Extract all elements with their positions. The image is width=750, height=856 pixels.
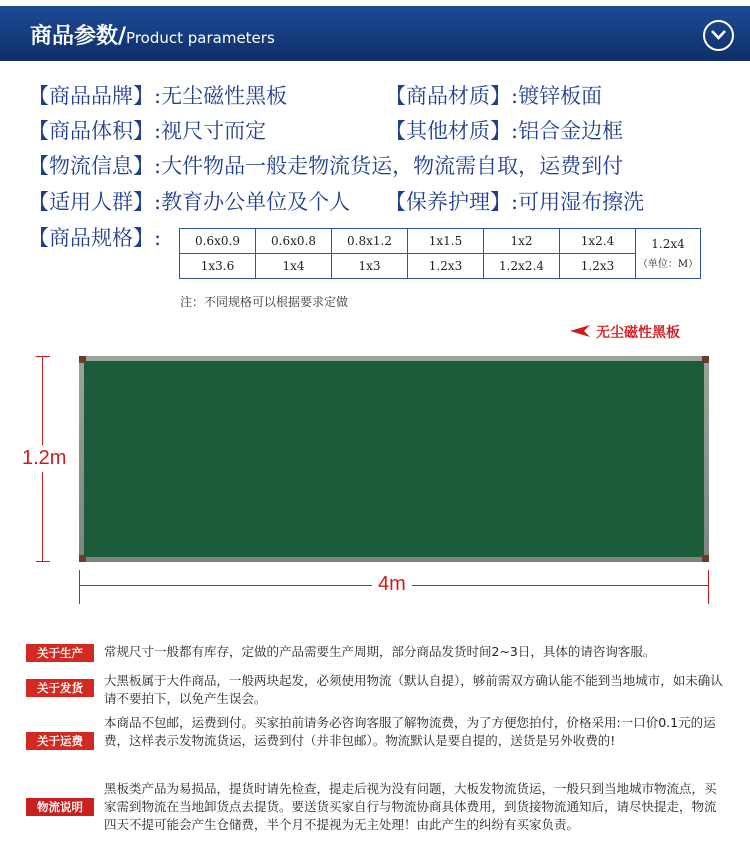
spec-cell: 1x3 <box>332 254 408 279</box>
spec-cell: 1x4 <box>256 254 332 279</box>
section-header <box>0 6 750 61</box>
board-tag <box>570 322 680 342</box>
param-audience <box>28 186 350 216</box>
param-label: 【其他材质】 <box>385 119 511 143</box>
spec-cell: 1x3.6 <box>180 254 256 279</box>
param-volume <box>28 115 266 145</box>
header-title-cn: 商品参数/ <box>30 24 127 49</box>
spec-cell: 0.6x0.8 <box>256 229 332 254</box>
section-badge: 关于生产 <box>26 644 94 662</box>
param-care <box>385 186 644 216</box>
param-value: : <box>154 226 162 250</box>
param-brand <box>28 80 287 110</box>
width-label: 4m <box>372 573 412 596</box>
dim-tick <box>36 561 50 562</box>
section-logistics <box>26 780 726 854</box>
section-text: 大黑板属于大件商品，一般两块起发，必须使用物流（默认自提），够前需双方确认能不能到当地城市，如未确认请不要拍下，以免产生误会。 <box>104 673 723 706</box>
chevron-down-icon[interactable] <box>703 20 734 51</box>
param-label: 【商品材质】 <box>385 84 511 108</box>
param-label: 【物流信息】 <box>28 154 154 178</box>
param-value: :大件物品一般走物流货运，物流需自取，运费到付 <box>154 154 624 178</box>
dim-tick <box>36 356 50 357</box>
param-value: :镀锌板面 <box>511 84 603 108</box>
section-badge: 关于发货 <box>26 679 94 697</box>
board-corner <box>702 555 709 562</box>
section-shipping <box>26 672 726 712</box>
dim-tick <box>79 570 80 604</box>
param-material <box>385 80 602 110</box>
spec-table <box>179 228 701 279</box>
param-value: :视尺寸而定 <box>154 119 267 143</box>
blackboard-image <box>79 356 709 562</box>
param-label: 【商品体积】 <box>28 119 154 143</box>
param-label: 【商品规格】 <box>28 226 154 250</box>
section-text: 常规尺寸一般都有库存，定做的产品需要生产周期，部分商品发货时间2~3日，具体的请咨询客服。 <box>104 644 656 659</box>
param-label: 【保养护理】 <box>385 190 511 214</box>
section-text: 黑板类产品为易损品，提货时请先检查，提走后视为没有问题，大板发物流货运，一般只到当地城市物流点，买家需到物流在当地卸货点去提货。要送货买家自行与物流协商具体费用，到货接物流通知后，请尽快提走，物流四天不提可能会产生仓储费，半个月不提视为无主处理！由此产生的纠纷有买家负责。 <box>104 781 717 832</box>
section-badge: 关于运费 <box>26 732 94 750</box>
board-corner <box>79 356 86 363</box>
dim-tick <box>708 570 709 604</box>
spec-unit-label: （单位：M） <box>637 259 699 270</box>
board-corner <box>702 356 709 363</box>
spec-cell: 0.6x0.9 <box>180 229 256 254</box>
section-badge: 物流说明 <box>26 798 94 816</box>
spec-cell: 1x2 <box>484 229 560 254</box>
board-tag-label: 无尘磁性黑板 <box>596 325 680 341</box>
custom-size-note: 注：不同规格可以根据要求定做 <box>180 295 349 309</box>
section-production <box>26 643 726 663</box>
section-text: 本商品不包邮，运费到付。买家拍前请务必咨询客服了解物流费，为了方便您拍付，价格采用:一口价0.1元的运费，这样表示发物流货运，运费到付（并非包邮）。物流默认是要自提的，送货是另外收费的! <box>104 715 716 748</box>
header-subtitle: Product parameters <box>126 29 275 47</box>
param-value: :无尘磁性黑板 <box>154 84 288 108</box>
height-label: 1.2m <box>22 445 66 472</box>
spec-cell: 1x1.5 <box>408 229 484 254</box>
param-label: 【适用人群】 <box>28 190 154 214</box>
param-logistics <box>28 150 623 180</box>
param-label: 【商品品牌】 <box>28 84 154 108</box>
spec-unit-cell <box>636 229 701 279</box>
spec-cell: 0.8x1.2 <box>332 229 408 254</box>
spec-row <box>180 254 701 279</box>
spec-cell: 1.2x3 <box>560 254 636 279</box>
spec-cell: 1x2.4 <box>560 229 636 254</box>
param-value: :铝合金边框 <box>511 119 624 143</box>
spec-cell: 1.2x3 <box>408 254 484 279</box>
arrow-left-icon <box>570 325 590 341</box>
header-title <box>30 19 275 50</box>
param-value: :可用湿布擦洗 <box>511 190 645 214</box>
param-other-material <box>385 115 623 145</box>
param-spec <box>28 222 161 252</box>
spec-row <box>180 229 701 254</box>
spec-cell: 1.2x2.4 <box>484 254 560 279</box>
board-surface <box>84 361 704 557</box>
board-corner <box>79 555 86 562</box>
param-value: :教育办公单位及个人 <box>154 190 351 214</box>
spec-cell-top: 1.2x4 <box>651 237 685 251</box>
section-freight <box>26 714 726 772</box>
